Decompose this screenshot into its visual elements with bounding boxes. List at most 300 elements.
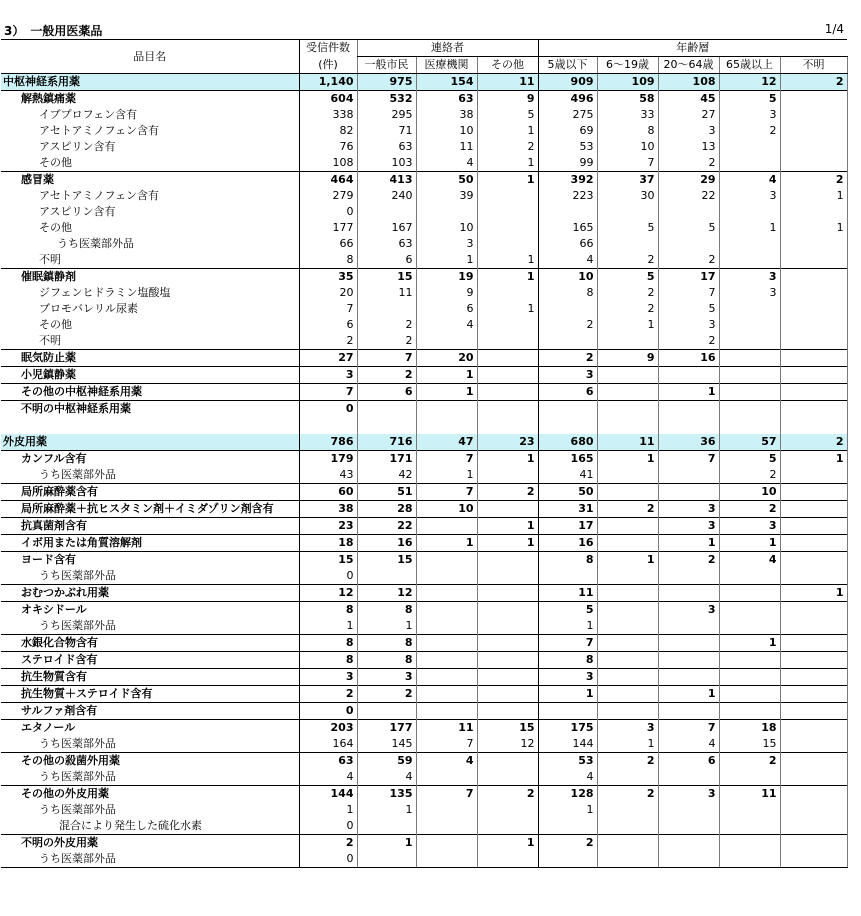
row-value-cell: 165 <box>538 220 597 236</box>
row-value-cell: 38 <box>299 501 357 518</box>
row-value-cell: 23 <box>299 518 357 535</box>
row-value-cell: 975 <box>357 74 416 91</box>
table-row <box>1 703 847 720</box>
row-value-cell: 3 <box>538 669 597 686</box>
row-value-cell <box>597 484 658 501</box>
row-value-cell <box>780 602 847 619</box>
row-item-name: その他の外皮用薬 <box>1 786 299 803</box>
row-value-cell: 8 <box>299 252 357 269</box>
table-row <box>1 518 847 535</box>
row-value-cell <box>780 669 847 686</box>
table-row <box>1 720 847 737</box>
row-value-cell <box>780 736 847 753</box>
row-value-cell: 1 <box>416 252 477 269</box>
row-value-cell <box>719 384 780 401</box>
page-header <box>4 22 844 38</box>
row-value-cell: 464 <box>299 172 357 189</box>
row-value-cell <box>597 818 658 835</box>
row-item-name: おむつかぶれ用薬 <box>1 585 299 602</box>
row-value-cell <box>477 285 538 301</box>
row-value-cell <box>780 285 847 301</box>
row-value-cell: 20 <box>299 285 357 301</box>
row-value-cell <box>719 568 780 585</box>
row-value-cell <box>780 635 847 652</box>
row-value-cell <box>357 703 416 720</box>
row-value-cell: 15 <box>477 720 538 737</box>
row-value-cell: 11 <box>538 585 597 602</box>
row-value-cell: 1 <box>780 451 847 468</box>
row-value-cell <box>477 669 538 686</box>
row-value-cell: 51 <box>357 484 416 501</box>
table-row <box>1 172 847 189</box>
row-value-cell <box>477 204 538 220</box>
row-value-cell <box>719 652 780 669</box>
row-value-cell: 1 <box>597 552 658 569</box>
row-value-cell <box>357 568 416 585</box>
row-value-cell <box>538 204 597 220</box>
row-value-cell: 3 <box>658 518 719 535</box>
row-value-cell: 2 <box>597 301 658 317</box>
row-value-cell: 6 <box>299 317 357 333</box>
table-row <box>1 484 847 501</box>
row-value-cell: 2 <box>538 317 597 333</box>
row-value-cell: 5 <box>477 107 538 123</box>
row-value-cell <box>658 703 719 720</box>
row-value-cell: 7 <box>299 301 357 317</box>
row-item-name: アスピリン含有 <box>39 140 116 153</box>
row-value-cell <box>780 769 847 786</box>
row-value-cell: 532 <box>357 91 416 108</box>
row-value-cell: 135 <box>357 786 416 803</box>
row-value-cell: 1 <box>780 188 847 204</box>
row-value-cell <box>780 107 847 123</box>
header-age-65plus: 65歳以上 <box>719 57 780 74</box>
row-item-name: うち医薬部外品 <box>39 803 116 816</box>
header-contact-medical: 医療機関 <box>416 57 477 74</box>
row-item-name: 不明 <box>39 253 61 266</box>
table-body <box>1 74 847 868</box>
row-item-name: その他の殺菌外用薬 <box>1 753 299 770</box>
row-value-cell: 4 <box>416 317 477 333</box>
row-value-cell <box>416 703 477 720</box>
row-item-name: 解熱鎮痛薬 <box>1 91 299 108</box>
row-value-cell: 2 <box>658 552 719 569</box>
row-value-cell: 108 <box>299 155 357 172</box>
row-value-cell <box>597 835 658 852</box>
row-value-cell: 5 <box>597 220 658 236</box>
row-value-cell <box>780 401 847 418</box>
table-row <box>1 786 847 803</box>
row-value-cell: 63 <box>299 753 357 770</box>
header-age-group: 年齢層 <box>538 40 847 57</box>
row-value-cell: 1 <box>416 535 477 552</box>
row-value-cell: 5 <box>538 602 597 619</box>
row-value-cell: 8 <box>299 635 357 652</box>
row-value-cell <box>477 568 538 585</box>
row-value-cell <box>719 301 780 317</box>
row-value-cell <box>719 585 780 602</box>
row-item-name: その他 <box>39 318 72 331</box>
row-value-cell <box>658 802 719 818</box>
row-value-cell: 53 <box>538 753 597 770</box>
row-value-cell: 103 <box>357 155 416 172</box>
row-value-cell <box>780 350 847 367</box>
row-item-name: 催眠鎮静剤 <box>1 269 299 286</box>
row-value-cell: 37 <box>597 172 658 189</box>
row-value-cell: 909 <box>538 74 597 91</box>
row-value-cell: 1 <box>477 252 538 269</box>
header-age-unknown: 不明 <box>780 57 847 74</box>
row-value-cell: 2 <box>597 753 658 770</box>
row-value-cell: 9 <box>416 285 477 301</box>
row-value-cell: 2 <box>719 501 780 518</box>
row-value-cell: 1 <box>357 618 416 635</box>
row-item-name: 不明の外皮用薬 <box>1 835 299 852</box>
row-item-name: うち医薬部外品 <box>1 851 299 868</box>
row-item-name: ステロイド含有 <box>1 652 299 669</box>
row-value-cell: 13 <box>658 139 719 155</box>
row-value-cell <box>416 769 477 786</box>
header-age-under5: 5歳以下 <box>538 57 597 74</box>
row-item-name: 抗生物質＋ステロイド含有 <box>1 686 299 703</box>
row-value-cell: 2 <box>780 172 847 189</box>
row-value-cell <box>477 350 538 367</box>
table-row <box>1 417 847 434</box>
row-value-cell: 57 <box>719 434 780 451</box>
row-value-cell: 279 <box>299 188 357 204</box>
row-value-cell <box>780 204 847 220</box>
row-value-cell: 82 <box>299 123 357 139</box>
row-value-cell: 35 <box>299 269 357 286</box>
row-value-cell <box>719 401 780 418</box>
row-value-cell <box>780 501 847 518</box>
row-value-cell <box>416 585 477 602</box>
row-value-cell <box>477 769 538 786</box>
row-value-cell: 0 <box>299 818 357 835</box>
row-value-cell <box>658 401 719 418</box>
row-value-cell <box>719 350 780 367</box>
header-age-6-19: 6～19歳 <box>597 57 658 74</box>
row-value-cell <box>416 204 477 220</box>
row-value-cell: 27 <box>658 107 719 123</box>
row-value-cell: 2 <box>658 333 719 350</box>
table-row <box>1 139 847 155</box>
row-value-cell: 128 <box>538 786 597 803</box>
row-item-name: うち医薬部外品 <box>39 569 116 582</box>
row-value-cell: 7 <box>658 285 719 301</box>
row-value-cell <box>780 384 847 401</box>
row-value-cell <box>719 602 780 619</box>
row-value-cell: 36 <box>658 434 719 451</box>
row-value-cell: 2 <box>357 686 416 703</box>
row-value-cell: 144 <box>538 736 597 753</box>
table-row <box>1 552 847 569</box>
row-value-cell <box>780 236 847 252</box>
row-value-cell: 8 <box>597 123 658 139</box>
row-value-cell: 2 <box>477 786 538 803</box>
header-contact-other: その他 <box>477 57 538 74</box>
row-value-cell: 18 <box>299 535 357 552</box>
row-value-cell <box>416 669 477 686</box>
section-title: 3） 一般用医薬品 <box>4 24 103 38</box>
row-value-cell <box>597 802 658 818</box>
row-value-cell: 63 <box>357 139 416 155</box>
row-value-cell <box>780 333 847 350</box>
row-value-cell: 1 <box>477 155 538 172</box>
row-value-cell: 6 <box>538 384 597 401</box>
row-value-cell: 42 <box>357 467 416 484</box>
row-value-cell: 6 <box>357 384 416 401</box>
row-value-cell <box>597 669 658 686</box>
row-value-cell: 1 <box>719 635 780 652</box>
row-value-cell <box>780 753 847 770</box>
row-item-name: ヨード含有 <box>1 552 299 569</box>
row-value-cell: 43 <box>299 467 357 484</box>
row-value-cell: 76 <box>299 139 357 155</box>
row-value-cell: 338 <box>299 107 357 123</box>
row-value-cell: 4 <box>538 769 597 786</box>
row-value-cell <box>597 652 658 669</box>
row-value-cell <box>538 568 597 585</box>
row-value-cell <box>658 467 719 484</box>
row-value-cell: 30 <box>597 188 658 204</box>
row-value-cell: 2 <box>299 686 357 703</box>
table-row <box>1 384 847 401</box>
row-value-cell: 18 <box>719 720 780 737</box>
table-row <box>1 669 847 686</box>
row-value-cell: 171 <box>357 451 416 468</box>
row-item-name: うち医薬部外品 <box>39 737 116 750</box>
table-row <box>1 802 847 818</box>
row-value-cell: 3 <box>299 367 357 384</box>
row-value-cell <box>719 155 780 172</box>
row-value-cell <box>719 851 780 868</box>
row-value-cell <box>719 686 780 703</box>
row-item-name: ジフェンヒドラミン塩酸塩 <box>39 286 171 299</box>
row-value-cell: 179 <box>299 451 357 468</box>
row-value-cell <box>780 139 847 155</box>
row-value-cell: 295 <box>357 107 416 123</box>
row-item-name: イブプロフェン含有 <box>39 108 138 121</box>
table-row <box>1 434 847 451</box>
row-item-name: 眠気防止薬 <box>1 350 299 367</box>
row-item-name: アセトアミノフェン含有 <box>39 124 160 137</box>
row-value-cell: 66 <box>299 236 357 252</box>
row-value-cell <box>597 401 658 418</box>
row-value-cell: 4 <box>416 155 477 172</box>
row-item-name: 中枢神経系用薬 <box>1 74 299 91</box>
row-value-cell: 2 <box>597 501 658 518</box>
table-row <box>1 635 847 652</box>
row-value-cell: 6 <box>357 252 416 269</box>
row-value-cell: 50 <box>538 484 597 501</box>
row-item-name: サルファ剤含有 <box>1 703 299 720</box>
row-item-name: ブロモバレリル尿素 <box>39 302 138 315</box>
row-value-cell: 8 <box>299 652 357 669</box>
row-value-cell: 2 <box>658 252 719 269</box>
row-value-cell: 1 <box>416 467 477 484</box>
row-value-cell <box>477 501 538 518</box>
row-value-cell <box>477 552 538 569</box>
row-value-cell <box>719 333 780 350</box>
row-value-cell <box>780 802 847 818</box>
row-value-cell: 3 <box>416 236 477 252</box>
row-value-cell <box>597 769 658 786</box>
row-value-cell: 11 <box>357 285 416 301</box>
row-value-cell: 2 <box>538 350 597 367</box>
row-item-name: 抗生物質含有 <box>1 669 299 686</box>
row-value-cell: 1 <box>477 535 538 552</box>
row-value-cell: 1 <box>538 686 597 703</box>
row-item-name <box>1 417 299 434</box>
row-value-cell <box>538 851 597 868</box>
row-value-cell: 22 <box>357 518 416 535</box>
row-value-cell <box>658 652 719 669</box>
table-row <box>1 835 847 852</box>
row-value-cell <box>719 236 780 252</box>
row-value-cell <box>719 317 780 333</box>
row-value-cell: 154 <box>416 74 477 91</box>
row-value-cell <box>658 568 719 585</box>
row-value-cell <box>780 703 847 720</box>
table-row <box>1 269 847 286</box>
row-value-cell <box>416 618 477 635</box>
row-value-cell: 2 <box>597 786 658 803</box>
row-item-name: うち医薬部外品 <box>57 237 134 250</box>
row-value-cell: 15 <box>357 269 416 286</box>
row-value-cell <box>477 585 538 602</box>
row-value-cell: 3 <box>357 669 416 686</box>
row-value-cell: 1 <box>538 618 597 635</box>
row-value-cell: 2 <box>357 317 416 333</box>
row-value-cell <box>719 703 780 720</box>
table-row <box>1 236 847 252</box>
row-value-cell <box>477 384 538 401</box>
row-value-cell: 2 <box>719 467 780 484</box>
row-value-cell: 1 <box>597 317 658 333</box>
row-value-cell: 164 <box>299 736 357 753</box>
row-value-cell: 1 <box>477 123 538 139</box>
row-item-name: エタノール <box>1 720 299 737</box>
table-row <box>1 401 847 418</box>
row-value-cell <box>597 635 658 652</box>
row-value-cell: 496 <box>538 91 597 108</box>
row-value-cell <box>477 618 538 635</box>
row-value-cell: 8 <box>538 285 597 301</box>
row-value-cell: 16 <box>538 535 597 552</box>
table-row <box>1 753 847 770</box>
page-number: 1/4 <box>824 22 844 36</box>
table-row <box>1 818 847 835</box>
row-value-cell <box>780 535 847 552</box>
row-value-cell <box>299 417 357 434</box>
row-item-name: うち医薬部外品 <box>39 619 116 632</box>
row-value-cell: 0 <box>299 401 357 418</box>
row-value-cell <box>416 518 477 535</box>
row-value-cell: 39 <box>416 188 477 204</box>
row-value-cell: 7 <box>658 451 719 468</box>
row-value-cell: 2 <box>299 835 357 852</box>
table-row <box>1 188 847 204</box>
row-value-cell <box>658 484 719 501</box>
row-value-cell: 2 <box>780 434 847 451</box>
row-item-name: イボ用または角質溶解剤 <box>1 535 299 552</box>
row-value-cell: 15 <box>299 552 357 569</box>
row-value-cell <box>658 236 719 252</box>
row-value-cell <box>719 367 780 384</box>
row-value-cell: 7 <box>416 484 477 501</box>
row-value-cell <box>538 301 597 317</box>
row-value-cell: 11 <box>719 786 780 803</box>
row-value-cell: 15 <box>719 736 780 753</box>
row-value-cell <box>416 686 477 703</box>
table-row <box>1 851 847 868</box>
row-value-cell <box>477 703 538 720</box>
row-value-cell <box>780 317 847 333</box>
row-value-cell: 1 <box>658 686 719 703</box>
row-value-cell <box>416 802 477 818</box>
row-value-cell: 22 <box>658 188 719 204</box>
row-value-cell <box>357 851 416 868</box>
row-value-cell: 7 <box>597 155 658 172</box>
row-value-cell: 12 <box>357 585 416 602</box>
row-value-cell: 63 <box>416 91 477 108</box>
row-value-cell: 4 <box>719 172 780 189</box>
row-value-cell <box>477 333 538 350</box>
row-value-cell <box>597 467 658 484</box>
statistics-table <box>1 39 848 868</box>
row-value-cell: 4 <box>719 552 780 569</box>
row-value-cell <box>780 301 847 317</box>
row-value-cell <box>597 535 658 552</box>
row-value-cell <box>658 818 719 835</box>
row-value-cell: 10 <box>538 269 597 286</box>
row-value-cell: 11 <box>597 434 658 451</box>
row-value-cell: 1 <box>597 451 658 468</box>
row-value-cell: 1 <box>357 802 416 818</box>
header-age-20-64: 20～64歳 <box>658 57 719 74</box>
row-value-cell: 6 <box>416 301 477 317</box>
row-value-cell: 17 <box>658 269 719 286</box>
row-value-cell <box>416 851 477 868</box>
row-value-cell: 2 <box>719 753 780 770</box>
row-value-cell: 41 <box>538 467 597 484</box>
row-value-cell <box>477 417 538 434</box>
row-value-cell <box>416 652 477 669</box>
table-row <box>1 736 847 753</box>
header-count-unit: (件) <box>299 57 357 74</box>
table-row <box>1 451 847 468</box>
row-value-cell: 3 <box>658 501 719 518</box>
row-value-cell: 5 <box>597 269 658 286</box>
row-value-cell: 20 <box>416 350 477 367</box>
row-value-cell: 63 <box>357 236 416 252</box>
row-value-cell <box>477 236 538 252</box>
table-row <box>1 585 847 602</box>
row-item-name: アスピリン含有 <box>39 205 116 218</box>
row-value-cell <box>658 851 719 868</box>
row-value-cell: 47 <box>416 434 477 451</box>
table-row <box>1 301 847 317</box>
row-value-cell <box>658 618 719 635</box>
row-value-cell: 2 <box>357 333 416 350</box>
row-value-cell: 1 <box>416 367 477 384</box>
row-value-cell: 31 <box>538 501 597 518</box>
row-value-cell: 17 <box>538 518 597 535</box>
row-value-cell: 3 <box>719 107 780 123</box>
table-row <box>1 367 847 384</box>
row-value-cell: 0 <box>299 568 357 585</box>
